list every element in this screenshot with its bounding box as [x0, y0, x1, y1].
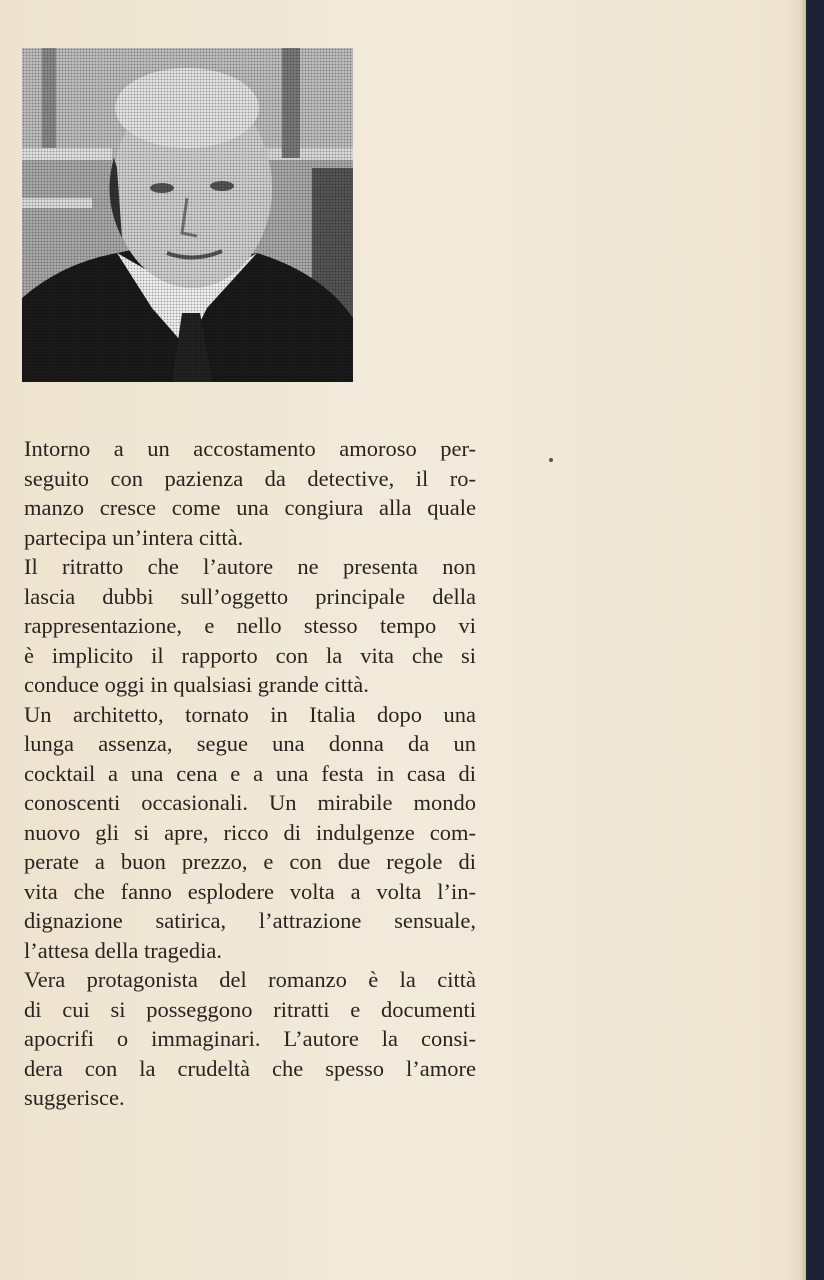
blurb-line: vita che fanno esplodere volta a volta l’in- [24, 878, 476, 904]
blurb-line: Il ritratto che l’autore ne presenta non [24, 554, 476, 579]
blurb-line: nuovo gli si apre, ricco di indulgenze com- [24, 819, 476, 845]
blurb-line: conduce oggi in qualsiasi grande città. [24, 672, 369, 697]
blurb-line: Un architetto, tornato in Italia dopo una [24, 701, 476, 727]
blurb-line: seguito con pazienza da detective, il ro- [24, 465, 476, 491]
blurb-line: perate a buon prezzo, e con due regole di [24, 849, 476, 874]
blurb-line: rappresentazione, e nello stesso tempo vi [24, 613, 476, 638]
blurb-line: Intorno a un accostamento amoroso per- [24, 436, 476, 461]
blurb-line: di cui si posseggono ritratti e documenti [24, 996, 476, 1022]
back-cover-blurb [24, 434, 476, 1113]
blurb-line: lascia dubbi sull’oggetto principale della [24, 583, 476, 609]
blurb-line: dera con la crudeltà che spesso l’amore [24, 1055, 476, 1081]
blurb-line: dignazione satirica, l’attrazione sensuale, [24, 908, 476, 933]
book-spine [806, 0, 824, 1280]
blurb-line: cocktail a una cena e a una festa in casa di [24, 760, 476, 786]
author-photo [22, 48, 353, 382]
blurb-line: lunga assenza, segue una donna da un [24, 731, 476, 756]
blurb-line: Vera protagonista del romanzo è la città [24, 967, 476, 992]
blurb-line: partecipa un’intera città. [24, 524, 244, 550]
paper-speck [549, 458, 553, 462]
blurb-line: manzo cresce come una congiura alla quale [24, 495, 476, 520]
blurb-line: apocrifi o immaginari. L’autore la consi- [24, 1026, 476, 1051]
blurb-line: l’attesa della tragedia. [24, 937, 223, 963]
blurb-line: suggerisce. [24, 1085, 125, 1110]
blurb-line: è implicito il rapporto con la vita che si [24, 642, 476, 668]
blurb-line: conoscenti occasionali. Un mirabile mondo [24, 790, 476, 815]
